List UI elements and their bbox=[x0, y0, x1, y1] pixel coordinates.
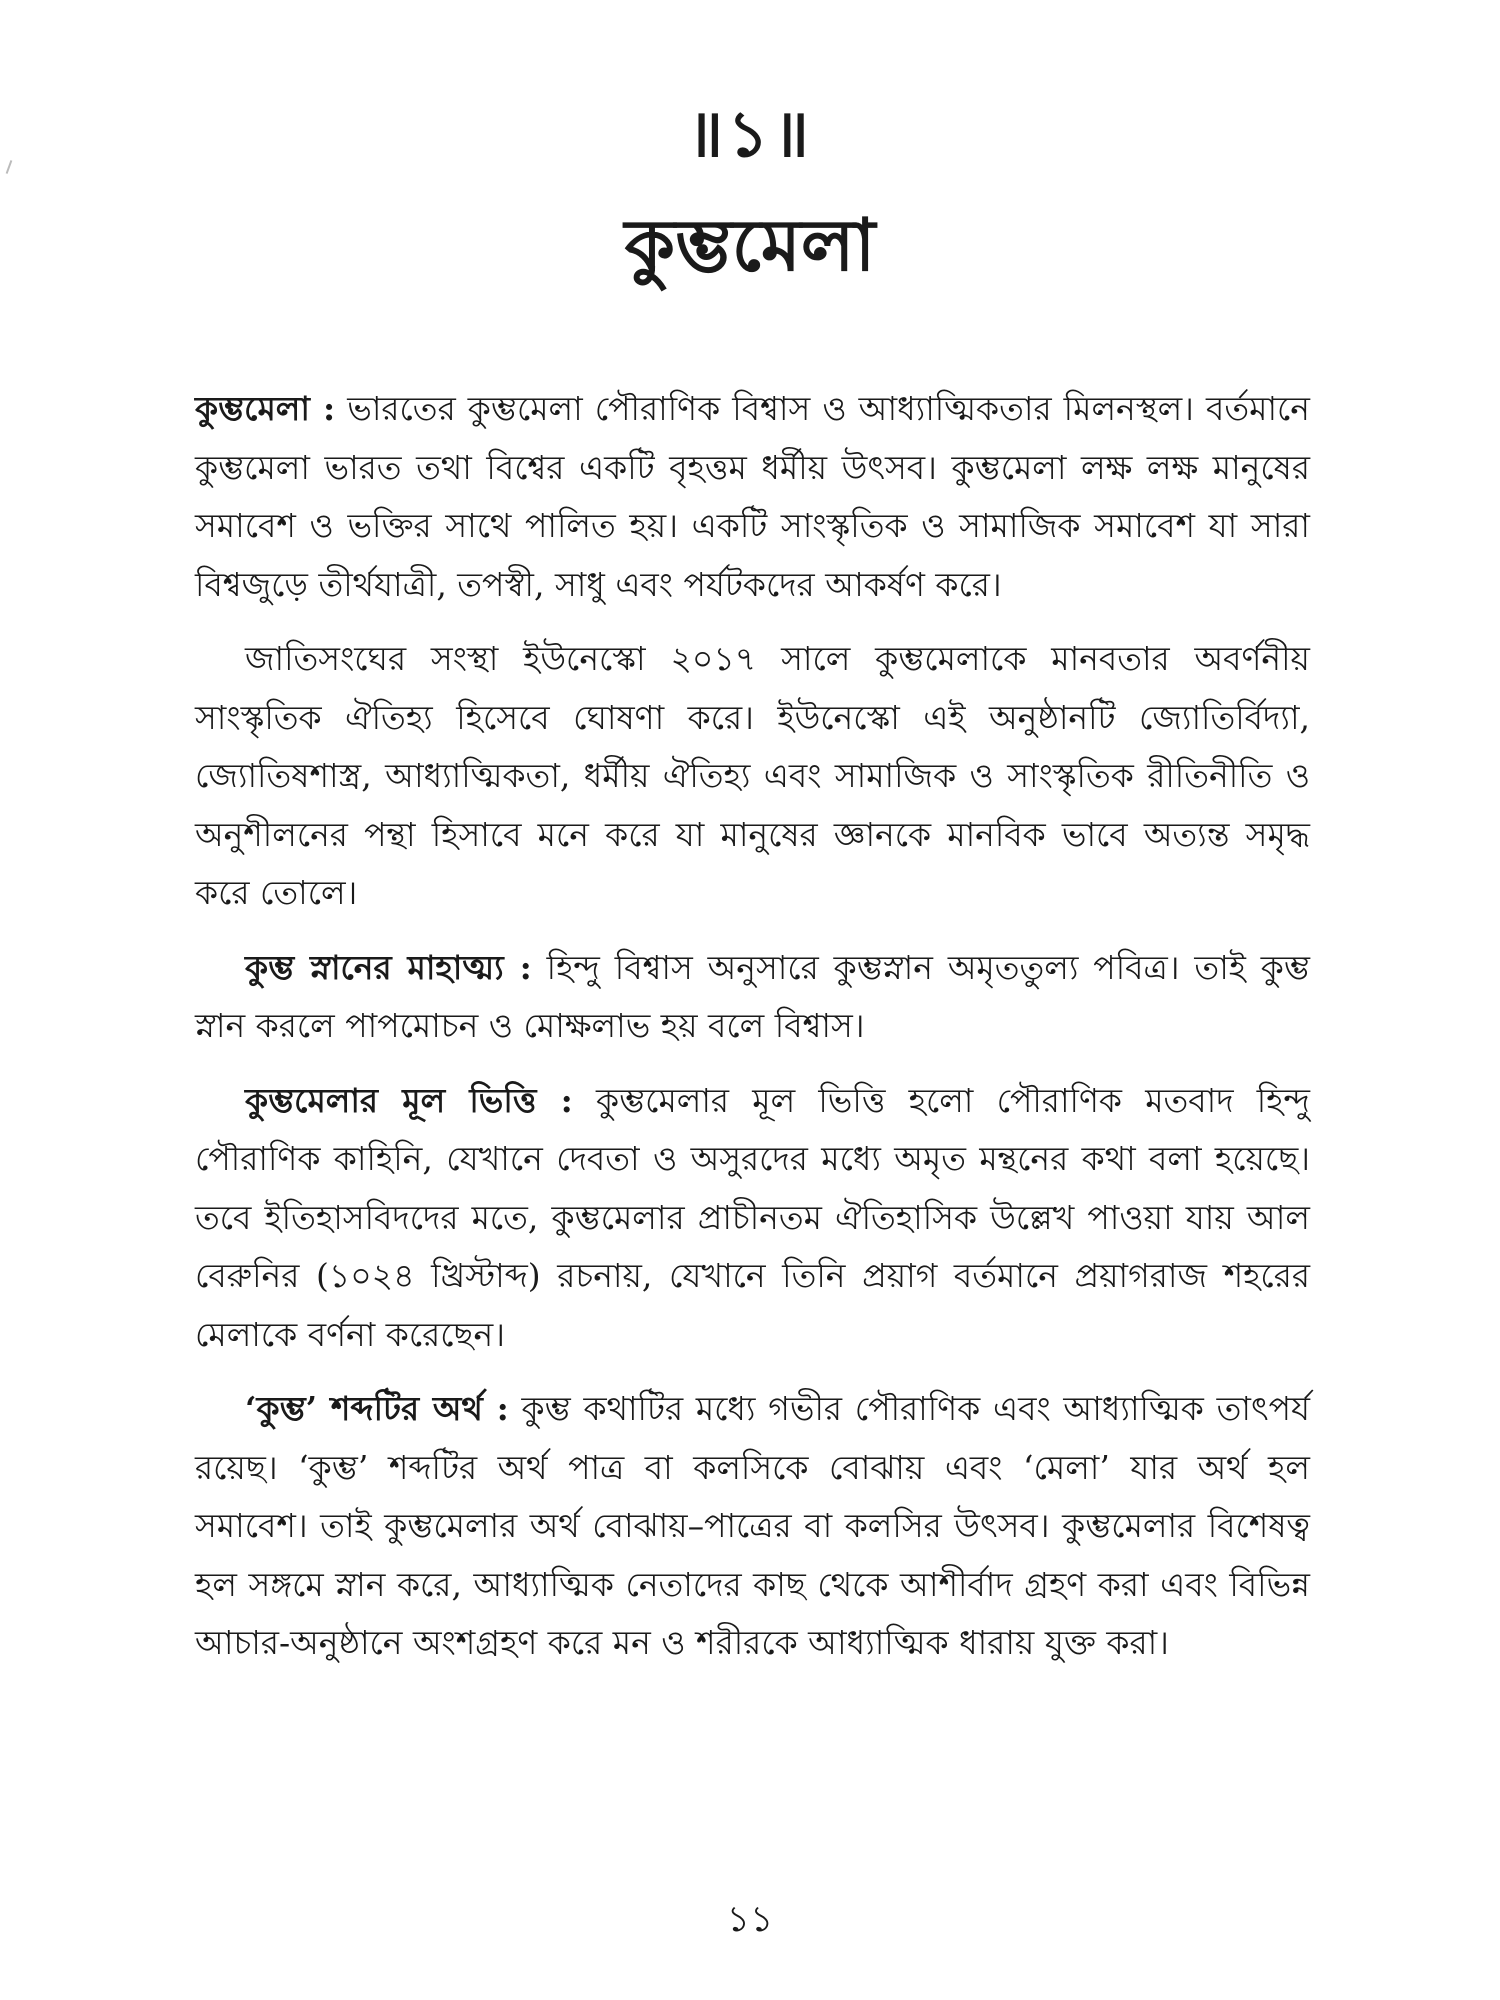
paragraph-basis bbox=[195, 1072, 1310, 1365]
paragraph-term: কুম্ভমেলা : bbox=[195, 389, 336, 428]
paragraph-text: জাতিসংঘের সংস্থা ইউনেস্কো ২০১৭ সালে কুম্ভমেলাকে মানবতার অবর্ণনীয় সাংস্কৃতিক ঐতিহ্য হিসেবে ঘোষণা করে। ইউনেস্কো এই অনুষ্ঠানটি জ্যোতির্বিদ্যা, জ্যোতিষশাস্ত্র, আধ্যাত্মিকতা, ধর্মীয় ঐতিহ্য এবং সামাজিক ও সাংস্কৃতিক রীতিনীতি ও অনুশীলনের পন্থা হিসাবে মনে করে যা মানুষের জ্ঞানকে মানবিক ভাবে অত্যন্ত সমৃদ্ধ করে তোলে। bbox=[195, 639, 1310, 912]
paragraph-term: কুম্ভমেলার মূল ভিত্তি : bbox=[245, 1080, 573, 1120]
paragraph-text: ভারতের কুম্ভমেলা পৌরাণিক বিশ্বাস ও আধ্যাত্মিকতার মিলনস্থল। বর্তমানে কুম্ভমেলা ভারত তথা বিশ্বের একটি বৃহত্তম ধর্মীয় উৎসব। কুম্ভমেলা লক্ষ লক্ষ মানুষের সমাবেশ ও ভক্তির সাথে পালিত হয়। একটি সাংস্কৃতিক ও সামাজিক সমাবেশ যা সারা বিশ্বজুড়ে তীর্থযাত্রী, তপস্বী, সাধু এবং পর্যটকদের আকর্ষণ করে। bbox=[195, 389, 1311, 604]
paragraph-text: হিন্দু বিশ্বাস অনুসারে কুম্ভস্নান অমৃততুল্য পবিত্র। তাই কুম্ভ স্নান করলে পাপমোচন ও মোক্ষলাভ হয় বলে বিশ্বাস। bbox=[195, 947, 1310, 1045]
paragraph-term: ‘কুম্ভ’ শব্দটির অর্থ : bbox=[245, 1389, 509, 1428]
chapter-number: ॥১॥ bbox=[687, 97, 813, 172]
paragraph-text: কুম্ভ কথাটির মধ্যে গভীর পৌরাণিক এবং আধ্যাত্মিক তাৎপর্য রয়েছ। ‘কুম্ভ’ শব্দটির অর্থ পাত্র বা কলসিকে বোঝায় এবং ‘মেলা’ যার অর্থ হল সমাবেশ। তাই কুম্ভমেলার অর্থ বোঝায়–পাত্রের বা কলসির উৎসব। কুম্ভমেলার বিশেষত্ব হল সঙ্গমে স্নান করে, আধ্যাত্মিক নেতাদের কাছ থেকে আশীর্বাদ গ্রহণ করা এবং বিভিন্ন আচার-অনুষ্ঠানে অংশগ্রহণ করে মন ও শরীরকে আধ্যাত্মিক ধারায় যুক্ত করা। bbox=[195, 1389, 1310, 1662]
page-number: ১১ bbox=[726, 1899, 774, 1940]
paragraph-kumbh-mela bbox=[195, 380, 1310, 614]
paragraph-word-meaning bbox=[195, 1380, 1310, 1673]
chapter-title: কুম্ভমেলা bbox=[624, 202, 876, 287]
paragraph-term: কুম্ভ স্নানের মাহাত্ম্য : bbox=[245, 947, 532, 987]
paragraph-bath-significance bbox=[195, 939, 1310, 1056]
body-text bbox=[195, 380, 1310, 1689]
paragraph-text: কুম্ভমেলার মূল ভিত্তি হলো পৌরাণিক মতবাদ হিন্দু পৌরাণিক কাহিনি, যেখানে দেবতা ও অসুরদের মধ্যে অমৃত মন্থনের কথা বলা হয়েছে। তবে ইতিহাসবিদদের মতে, কুম্ভমেলার প্রাচীনতম ঐতিহাসিক উল্লেখ পাওয়া যায় আল বেরুনির (১০২৪ খ্রিস্টাব্দ) রচনায়, যেখানে তিনি প্রয়াগ বর্তমানে প্রয়াগরাজ শহরের মেলাকে বর্ণনা করেছেন। bbox=[195, 1080, 1310, 1354]
paragraph-unesco bbox=[195, 630, 1310, 923]
